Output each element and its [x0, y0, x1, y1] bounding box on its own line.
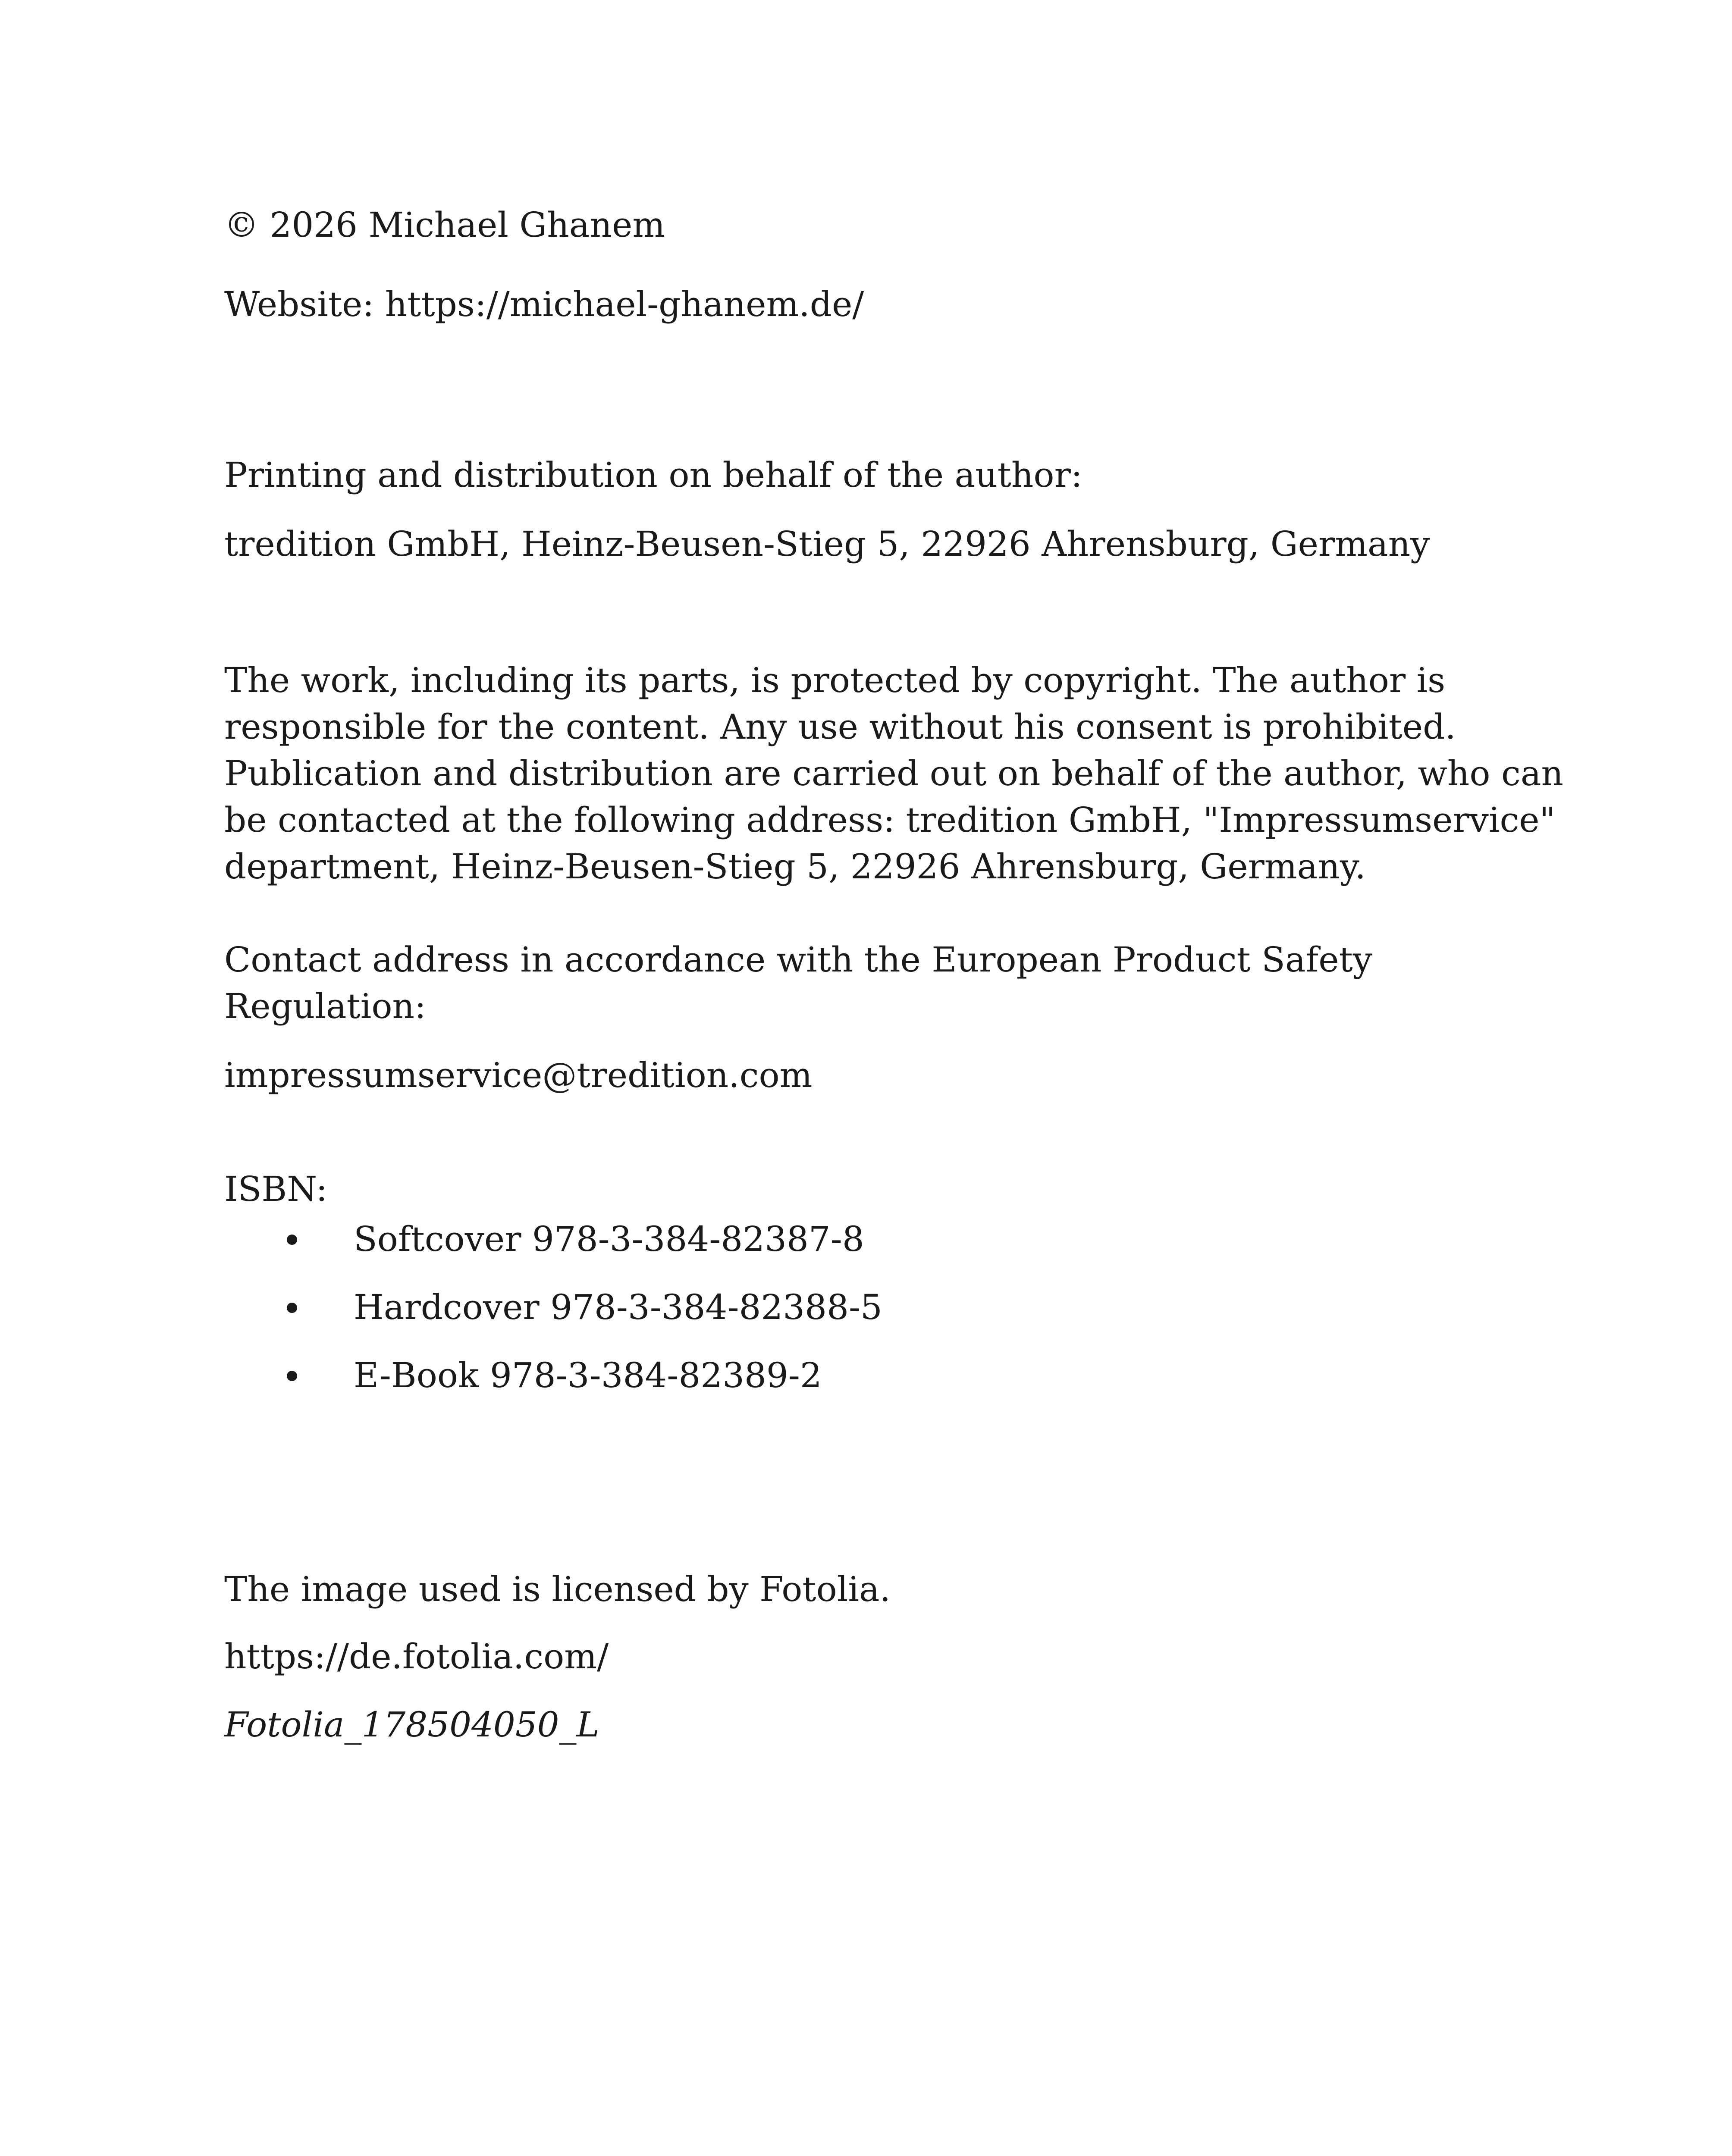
copyright-line: © 2026 Michael Ghanem [224, 205, 665, 245]
website-line: Website: https://michael-ghanem.de/ [224, 284, 864, 324]
bullet-icon [287, 1371, 297, 1381]
bullet-icon [287, 1303, 297, 1313]
printer-address: tredition GmbH, Heinz-Beusen-Stieg 5, 22926 Ahrensburg, Germany [224, 524, 1430, 564]
bullet-icon [287, 1235, 297, 1245]
copyright-notice-line: department, Heinz-Beusen-Stieg 5, 22926 Ahrensburg, Germany. [224, 846, 1366, 887]
copyright-notice-line: be contacted at the following address: tredition GmbH, "Impressumservice" [224, 800, 1556, 840]
safety-contact-line: Regulation: [224, 986, 426, 1026]
image-id: Fotolia_178504050_L [224, 1705, 599, 1745]
image-source-url: https://de.fotolia.com/ [224, 1636, 609, 1677]
safety-contact-line: Contact address in accordance with the European Product Safety [224, 940, 1372, 980]
copyright-notice-line: Publication and distribution are carried out on behalf of the author, who can [224, 753, 1564, 793]
copyright-notice-line: responsible for the content. Any use without his consent is prohibited. [224, 707, 1456, 747]
isbn-ebook-text: E-Book 978-3-384-82389-2 [354, 1355, 822, 1395]
printing-heading: Printing and distribution on behalf of the author: [224, 455, 1082, 495]
safety-contact-heading [224, 937, 1604, 1030]
copyright-notice [224, 657, 1604, 890]
isbn-hardcover-text: Hardcover 978-3-384-82388-5 [354, 1287, 882, 1327]
copyright-notice-line: The work, including its parts, is protected by copyright. The author is [224, 660, 1446, 700]
image-license-line: The image used is licensed by Fotolia. [224, 1569, 891, 1609]
isbn-label: ISBN: [224, 1169, 328, 1209]
contact-email: impressumservice@tredition.com [224, 1055, 813, 1095]
isbn-softcover-text: Softcover 978-3-384-82387-8 [354, 1219, 864, 1259]
